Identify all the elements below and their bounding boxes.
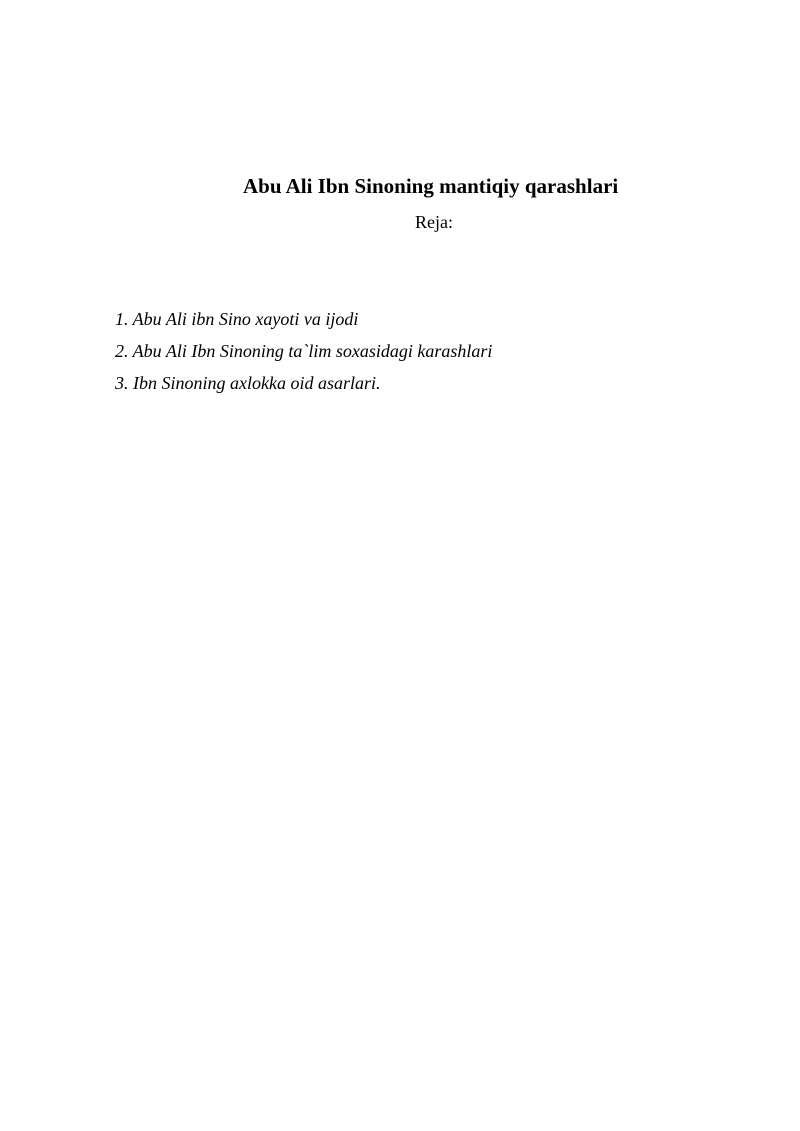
plan-item: 3. Ibn Sinoning axlokka oid asarlari. xyxy=(115,373,381,393)
plan-item: 2. Abu Ali Ibn Sinoning ta`lim soxasidagi karashlari xyxy=(115,341,493,361)
page-title: Abu Ali Ibn Sinoning mantiqiy qarashlari xyxy=(243,174,619,198)
plan-heading: Reja: xyxy=(415,212,453,232)
plan-list xyxy=(115,308,492,404)
plan-item: 1. Abu Ali ibn Sino xayoti va ijodi xyxy=(115,309,359,329)
